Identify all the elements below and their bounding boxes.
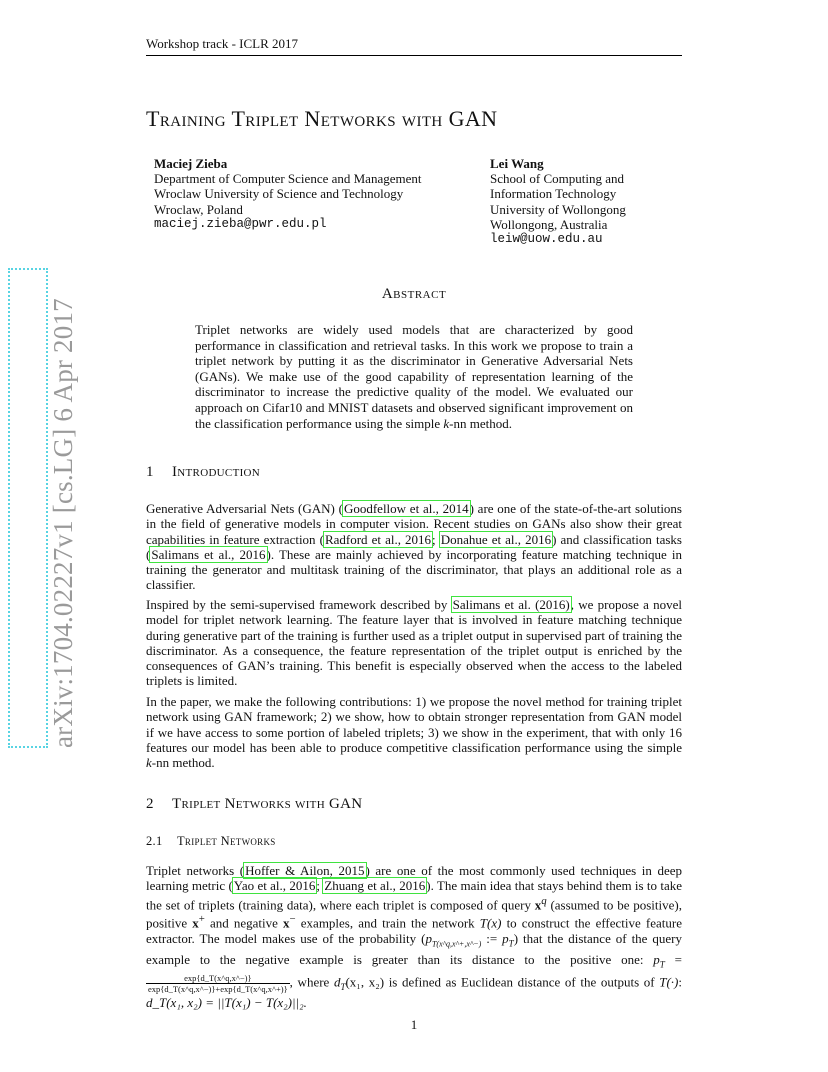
author-affiliation-line: Wollongong, Australia bbox=[490, 216, 608, 232]
section-heading-introduction bbox=[146, 464, 260, 481]
math-p: p bbox=[502, 930, 509, 946]
math-Tdot: T(·) bbox=[659, 974, 679, 990]
citation-link[interactable]: Goodfellow et al., 2014 bbox=[343, 501, 469, 516]
text-run: Triplet networks ( bbox=[146, 863, 245, 878]
fraction-denominator: exp{d_T(x^q,x^−)}+exp{d_T(x^q,x^+)} bbox=[148, 983, 288, 994]
text-run: ) and classification tasks ( bbox=[146, 531, 682, 562]
author-affiliation-line: University of Wollongong bbox=[490, 201, 626, 217]
math-sup: q bbox=[541, 894, 547, 907]
section-number: 2 bbox=[146, 796, 154, 812]
text-run: ) that the distance of the query example to the negative example is greater than its distance to the positive one: bbox=[146, 930, 683, 967]
math-vector-x: x bbox=[283, 915, 290, 931]
math-sup: + bbox=[198, 913, 205, 926]
running-header: Workshop track - ICLR 2017 bbox=[146, 36, 682, 56]
text-run: Generative Adversarial Nets (GAN) ( bbox=[146, 501, 343, 516]
text-run: Inspired by the semi-supervised framework described by bbox=[146, 597, 452, 612]
probability-fraction bbox=[146, 973, 290, 994]
paper-title: Training Triplet Networks with GAN bbox=[146, 106, 498, 131]
arxiv-stamp bbox=[8, 268, 78, 748]
math-k: k bbox=[443, 415, 450, 431]
subsection-number: 2.1 bbox=[146, 834, 163, 848]
arxiv-stamp-text: arXiv:1704.02227v1 [cs.LG] 6 Apr 2017 bbox=[48, 298, 78, 748]
text-run: = bbox=[664, 951, 682, 967]
author-affiliation-line: Wroclaw University of Science and Technology bbox=[154, 186, 404, 202]
abstract-heading: Abstract bbox=[381, 286, 447, 302]
citation-link[interactable]: Donahue et al., 2016 bbox=[440, 531, 552, 547]
arxiv-stamp-frame bbox=[8, 268, 48, 748]
author-block-2 bbox=[490, 156, 626, 247]
author-name: Maciej Zieba bbox=[154, 156, 228, 171]
citation-link[interactable]: Zhuang et al., 2016 bbox=[324, 878, 426, 894]
author-affiliation-line: Department of Computer Science and Management bbox=[154, 171, 422, 187]
section-number: 1 bbox=[146, 464, 154, 480]
math-args: (x₁, x₂) bbox=[345, 974, 385, 990]
author-block-1 bbox=[154, 156, 422, 232]
citation-link[interactable]: Radford et al., 2016 bbox=[324, 531, 432, 547]
text-run: := bbox=[481, 930, 503, 946]
author-affiliation-line: Information Technology bbox=[490, 186, 617, 202]
math-Tx: T(x) bbox=[479, 915, 502, 931]
text-run: , where bbox=[289, 974, 334, 990]
text-run: -nn method. bbox=[151, 755, 215, 771]
text-run: ). These are mainly achieved by incorporating feature matching technique in training the generator and multitask training of the discriminator, that plays an additional role as a classifier. bbox=[146, 546, 682, 593]
math-sub: T bbox=[659, 959, 665, 970]
author-email: maciej.zieba@pwr.edu.pl bbox=[154, 216, 327, 231]
abstract-text-part: -nn method. bbox=[449, 415, 512, 431]
subsection-title: Triplet Networks bbox=[177, 834, 276, 848]
author-name: Lei Wang bbox=[490, 156, 544, 171]
text-run: ). The main idea that stays behind them is to take the set of triplets (training data), where each triplet is composed of query bbox=[146, 878, 682, 912]
text-run: ; bbox=[432, 531, 440, 547]
author-email: leiw@uow.edu.au bbox=[490, 232, 603, 247]
math-k: k bbox=[146, 755, 152, 771]
text-run: In the paper, we make the following contributions: 1) we propose the novel method for training triplet network using GAN framework; 2) we show, how to obtain stronger representation from GAN model if we have access to some portion of labeled triplets; 3) we show in the experiment, that with only 16 features our model has been able to produce competitive classification performance using the simple bbox=[146, 694, 682, 755]
section-title: Introduction bbox=[172, 464, 261, 480]
text-run: ) are one of the most commonly used techniques in deep learning metric ( bbox=[146, 863, 682, 894]
section-title: Triplet Networks with GAN bbox=[172, 796, 363, 812]
intro-paragraph-2 bbox=[146, 597, 682, 689]
citation-link[interactable]: Salimans et al., 2016 bbox=[151, 546, 266, 562]
fraction-numerator: exp{d_T(x^q,x^−)} bbox=[146, 973, 290, 984]
subsection-heading-triplet-networks bbox=[146, 834, 276, 849]
citation-link[interactable]: Yao et al., 2016 bbox=[233, 878, 316, 894]
math-sub: T(x^q,x^+,x^−) bbox=[431, 939, 482, 949]
text-run: , we propose a novel model for triplet network learning. The feature layer that is involved in feature matching technique during generative part of the training is further used as a triplet output in supervised part of training the discriminator. As a consequence, the feature representation of the triplet output is enriched by the consequences of GAN’s training. This benefit is especially observed when the access to the labeled triplets is limited. bbox=[146, 597, 683, 689]
citation-link[interactable]: Hoffer & Ailon, 2015 bbox=[245, 863, 365, 878]
citation-link[interactable]: Salimans et al. (2016) bbox=[452, 597, 570, 612]
abstract-text bbox=[195, 322, 633, 431]
triplet-paragraph-1 bbox=[146, 863, 682, 1010]
math-sup: − bbox=[289, 913, 296, 926]
abstract-text-part: Triplet networks are widely used models that are characterized by good performance in classification and retrieval tasks. In this work we propose to train a triplet network by putting it as the discriminator in Generative Adversarial Nets (GANs). We make use of the good capability of representation learning of the discriminator to increase the predictive quality of the model. We evaluated our approach on Cifar10 and MNIST datasets and observed significant improvement on the classification performance using the simple bbox=[195, 322, 633, 431]
text-run: ) are one of the state-of-the-art solutions in the field of generative models in computer vision. Recent studies on GANs also show their great capabilities in feature extraction ( bbox=[146, 501, 682, 547]
math-vector-x: x bbox=[192, 915, 199, 931]
text-run: to construct the effective feature extractor. The model makes use of the probability ( bbox=[146, 915, 682, 946]
author-affiliation-line: Wroclaw, Poland bbox=[154, 201, 243, 217]
math-p: p bbox=[425, 930, 432, 946]
text-run: : bbox=[678, 974, 682, 990]
section-heading-triplet-gan bbox=[146, 796, 362, 813]
text-run: is defined as Euclidean distance of the outputs of bbox=[384, 974, 660, 990]
math-sub: T bbox=[340, 981, 346, 992]
math-d: d bbox=[333, 974, 341, 990]
text-run: ; bbox=[316, 878, 324, 894]
text-run: (assumed to be positive), positive bbox=[146, 896, 682, 931]
math-distance-equation: d_T(x₁, x₂) = ||T(x₁) − T(x₂)||₂. bbox=[146, 995, 307, 1010]
page-number: 1 bbox=[410, 1017, 418, 1032]
text-run: examples, and train the network bbox=[295, 915, 480, 931]
intro-paragraph-3 bbox=[146, 694, 682, 770]
intro-paragraph-1 bbox=[146, 501, 682, 593]
author-affiliation-line: School of Computing and bbox=[490, 171, 624, 187]
math-p: p bbox=[653, 951, 660, 967]
text-run: and negative bbox=[204, 915, 284, 931]
math-vector-x: x bbox=[534, 896, 542, 912]
math-sub: T bbox=[508, 938, 514, 949]
